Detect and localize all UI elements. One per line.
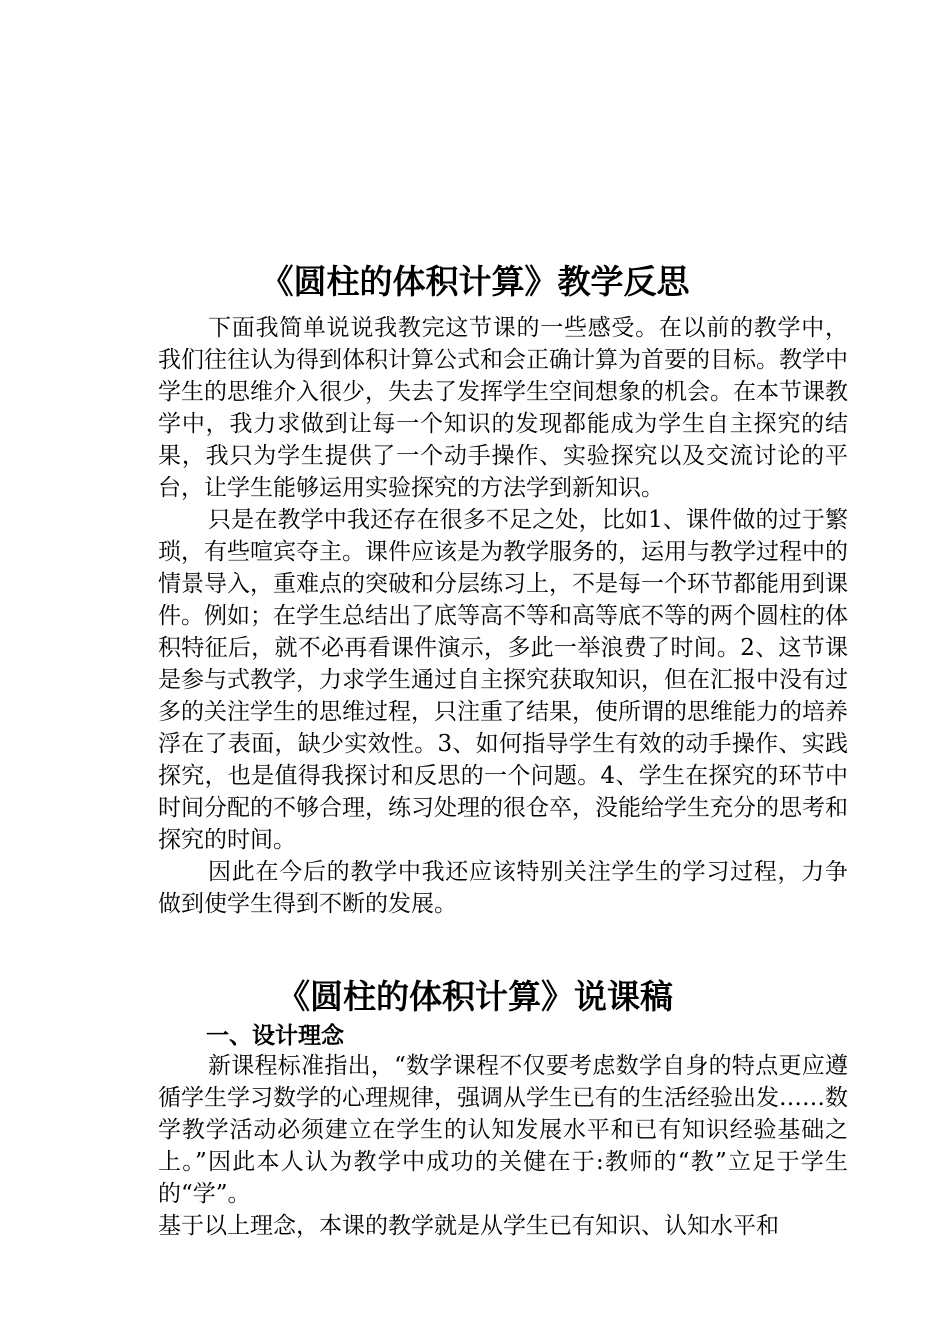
lecture-script-title: 《圆柱的体积计算》说课稿 bbox=[277, 977, 673, 1016]
lecture-paragraph-2: 基于以上理念，本课的教学就是从学生已有知识、认知水平和 bbox=[158, 1213, 779, 1239]
reflection-paragraph-1: 下面我简单说说我教完这节课的一些感受。在以前的教学中，我们往往认为得到体积计算公式和会正确计算为首要的目标。教学中学生的思维介入很少，失去了发挥学生空间想象的机会。在本节课教学中，我力求做到让每一个知识的发现都能成为学生自主探究的结果，我只为学生提供了一个动手操作、实验探究以及交流讨论的平台，让学生能够运用实验探究的方法学到新知识。 bbox=[158, 315, 848, 501]
reflection-paragraph-2: 只是在教学中我还存在很多不足之处，比如1、课件做的过于繁琐，有些喧宾夺主。课件应该是为教学服务的，运用与教学过程中的情景导入，重难点的突破和分层练习上，不是每一个环节都能用到课件。例如；在学生总结出了底等高不等和高等底不等的两个圆柱的体积特征后，就不必再看课件演示，多此一举浪费了时间。2、这节课是参与式教学，力求学生通过自主探究获取知识，但在汇报中没有过多的关注学生的思维过程，只注重了结果，使所谓的思维能力的培养浮在了表面，缺少实效性。3、如何指导学生有效的动手操作、实践探究，也是值得我探讨和反思的一个问题。4、学生在探究的环节中时间分配的不够合理，练习处理的很仓卒，没能给学生充分的思考和探究的时间。 bbox=[158, 507, 848, 853]
reflection-body bbox=[158, 312, 848, 920]
reflection-paragraph-3: 因此在今后的教学中我还应该特别关注学生的学习过程，力争做到使学生得到不断的发展。 bbox=[158, 859, 848, 917]
reflection-title: 《圆柱的体积计算》教学反思 bbox=[260, 262, 690, 301]
lecture-script-body bbox=[158, 1022, 848, 1242]
section-heading-design-concept: 一、设计理念 bbox=[206, 1022, 344, 1049]
lecture-paragraph-1: 新课程标准指出，“数学课程不仅要考虑数学自身的特点更应遵循学生学习数学的心理规律，强调从学生已有的生活经验出发……数学教学活动必须建立在学生的认知发展水平和已有知识经验基础之上。”因此本人认为教学中成功的关健在于:教师的“教”立足于学生的“学”。 bbox=[158, 1053, 848, 1207]
